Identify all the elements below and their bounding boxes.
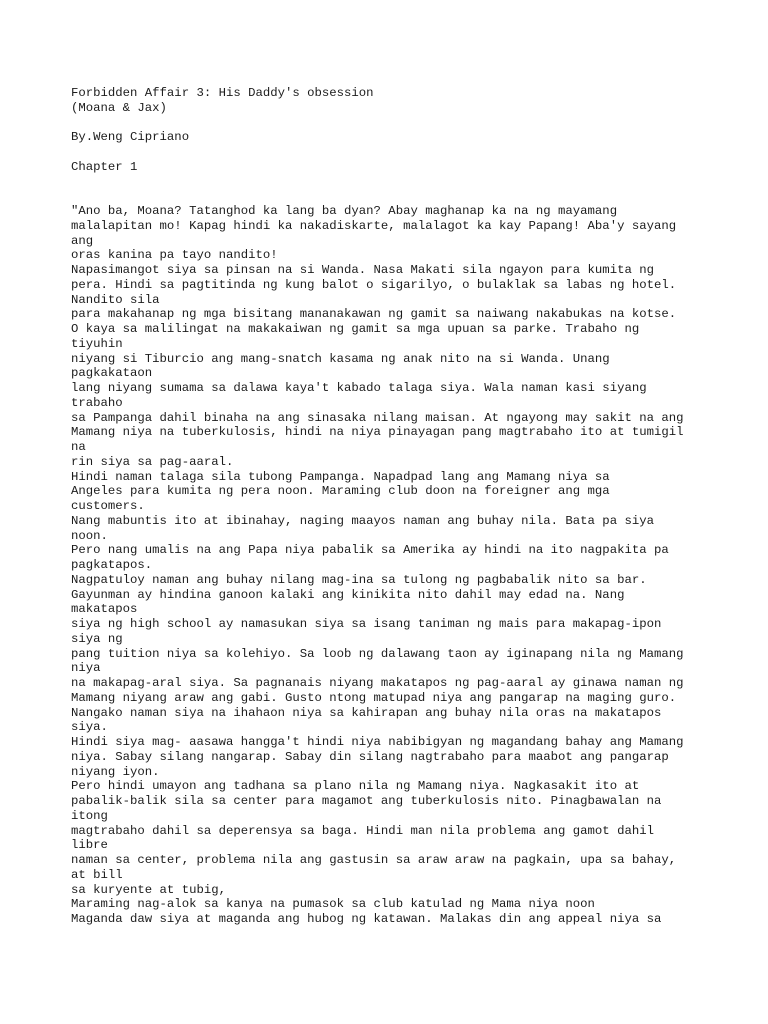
text-line: Pero nang umalis na ang Papa niya pabalik sa Amerika ay hindi na ito nagpakita pa bbox=[71, 543, 669, 558]
text-line: na bbox=[71, 440, 86, 454]
text-line: By.Weng Cipriano bbox=[71, 130, 190, 145]
text-line: pagkakataon bbox=[71, 366, 153, 381]
text-line bbox=[71, 116, 751, 131]
text-line: Mamang niyang araw ang gabi. Gusto ntong matupad niya ang pangarap na maging guro. bbox=[71, 690, 677, 705]
text-line: Angeles para kumita ng pera noon. Maraming club doon na foreigner ang mga bbox=[71, 484, 610, 499]
text-line: sa Pampanga dahil binaha na ang sinasaka nilang maisan. At ngayong may sakit na ang bbox=[71, 410, 684, 425]
text-line: Nagpatuloy naman ang buhay nilang mag-ina sa tulong ng pagbabalik nito sa bar. bbox=[71, 572, 647, 587]
text-line: pagkatapos. bbox=[71, 558, 153, 572]
text-line: Nang mabuntis ito at ibinahay, naging maayos naman ang buhay nila. Bata pa siya bbox=[71, 513, 654, 528]
text-line: rin siya sa pag-aaral. bbox=[71, 454, 234, 469]
text-line: trabaho bbox=[71, 395, 123, 410]
text-line: Maraming nag-alok sa kanya na pumasok sa club katulad ng Mama niya noon bbox=[71, 897, 595, 912]
text-line: Nandito sila bbox=[71, 292, 160, 307]
text-line: naman sa center, problema nila ang gastusin sa araw araw na pagkain, upa sa bahay, bbox=[71, 853, 677, 867]
text-line: makatapos bbox=[71, 602, 138, 617]
text-line: ang bbox=[71, 233, 94, 248]
text-line: siya ng high school ay namasukan siya sa isang taniman ng mais para makapag-ipon bbox=[71, 617, 662, 631]
text-line: siya. bbox=[71, 720, 108, 735]
text-line: itong bbox=[71, 808, 108, 823]
text-line: tiyuhin bbox=[71, 336, 123, 351]
text-line: na makapag-aral siya. Sa pagnanais niyang makatapos ng pag-aaral ay ginawa naman ng bbox=[71, 676, 684, 690]
text-line: niyang si Tiburcio ang mang-snatch kasama ng anak nito na si Wanda. Unang bbox=[71, 351, 610, 366]
text-line: para makahanap ng mga bisitang mananakawan ng gamit sa naiwang nakabukas na kotse. bbox=[71, 307, 677, 322]
text-line: sa kuryente at tubig, bbox=[71, 882, 226, 897]
text-line: Mamang niya na tuberkulosis, hindi na niya pinayagan pang magtrabaho ito at tumigil bbox=[71, 425, 684, 440]
text-line: niyang iyon. bbox=[71, 764, 160, 779]
text-line: malalapitan mo! Kapag hindi ka nakadiskarte, malalagot ka kay Papang! Aba'y sayang bbox=[71, 218, 677, 233]
text-line bbox=[71, 145, 751, 160]
text-line bbox=[71, 189, 751, 204]
text-line: niya. Sabay silang nangarap. Sabay din silang nagtrabaho para maabot ang pangarap bbox=[71, 749, 669, 764]
text-line: noon. bbox=[71, 528, 108, 543]
text-line: pabalik-balik sila sa center para magamot ang tuberkulosis nito. Pinagbawalan na bbox=[71, 794, 662, 808]
text-line: (Moana & Jax) bbox=[71, 100, 167, 115]
text-line: oras kanina pa tayo nandito! bbox=[71, 248, 278, 263]
document-body bbox=[71, 86, 751, 927]
text-line: Forbidden Affair 3: His Daddy's obsession bbox=[71, 86, 374, 100]
text-line: Napasimangot siya sa pinsan na si Wanda. Nasa Makati sila ngayon para kumita ng bbox=[71, 263, 654, 277]
text-line: Hindi siya mag- aasawa hangga't hindi niya nabibigyan ng magandang bahay ang Mamang bbox=[71, 735, 684, 749]
text-line: Hindi naman talaga sila tubong Pampanga. Napadpad lang ang Mamang niya sa bbox=[71, 469, 610, 484]
text-line: siya ng bbox=[71, 631, 123, 646]
text-line: O kaya sa malilingat na makakaiwan ng gamit sa mga upuan sa parke. Trabaho ng bbox=[71, 322, 640, 336]
text-line: niya bbox=[71, 661, 101, 676]
text-line bbox=[71, 175, 751, 190]
text-line: customers. bbox=[71, 499, 145, 513]
text-line: magtrabaho dahil sa deperensya sa baga. Hindi man nila problema ang gamot dahil bbox=[71, 823, 654, 838]
text-line: lang niyang sumama sa dalawa kaya't kabado talaga siya. Wala naman kasi siyang bbox=[71, 381, 647, 395]
text-line: Maganda daw siya at maganda ang hubog ng katawan. Malakas din ang appeal niya sa bbox=[71, 912, 662, 926]
text-line: Pero hindi umayon ang tadhana sa plano nila ng Mamang niya. Nagkasakit ito at bbox=[71, 779, 640, 794]
text-line: Gayunman ay hindina ganoon kalaki ang kinikita nito dahil may edad na. Nang bbox=[71, 587, 625, 602]
text-line: Nangako naman siya na ihahaon niya sa kahirapan ang buhay nila oras na makatapos bbox=[71, 705, 662, 720]
text-line: pang tuition niya sa kolehiyo. Sa loob ng dalawang taon ay iginapang nila ng Mamang bbox=[71, 646, 684, 661]
text-line: "Ano ba, Moana? Tatanghod ka lang ba dyan? Abay maghanap ka na ng mayamang bbox=[71, 204, 618, 218]
text-line: at bill bbox=[71, 867, 123, 882]
text-line: libre bbox=[71, 838, 108, 853]
text-line: Chapter 1 bbox=[71, 159, 138, 174]
text-line: pera. Hindi sa pagtitinda ng kung balot o sigarilyo, o bulaklak sa labas ng hotel. bbox=[71, 277, 677, 292]
